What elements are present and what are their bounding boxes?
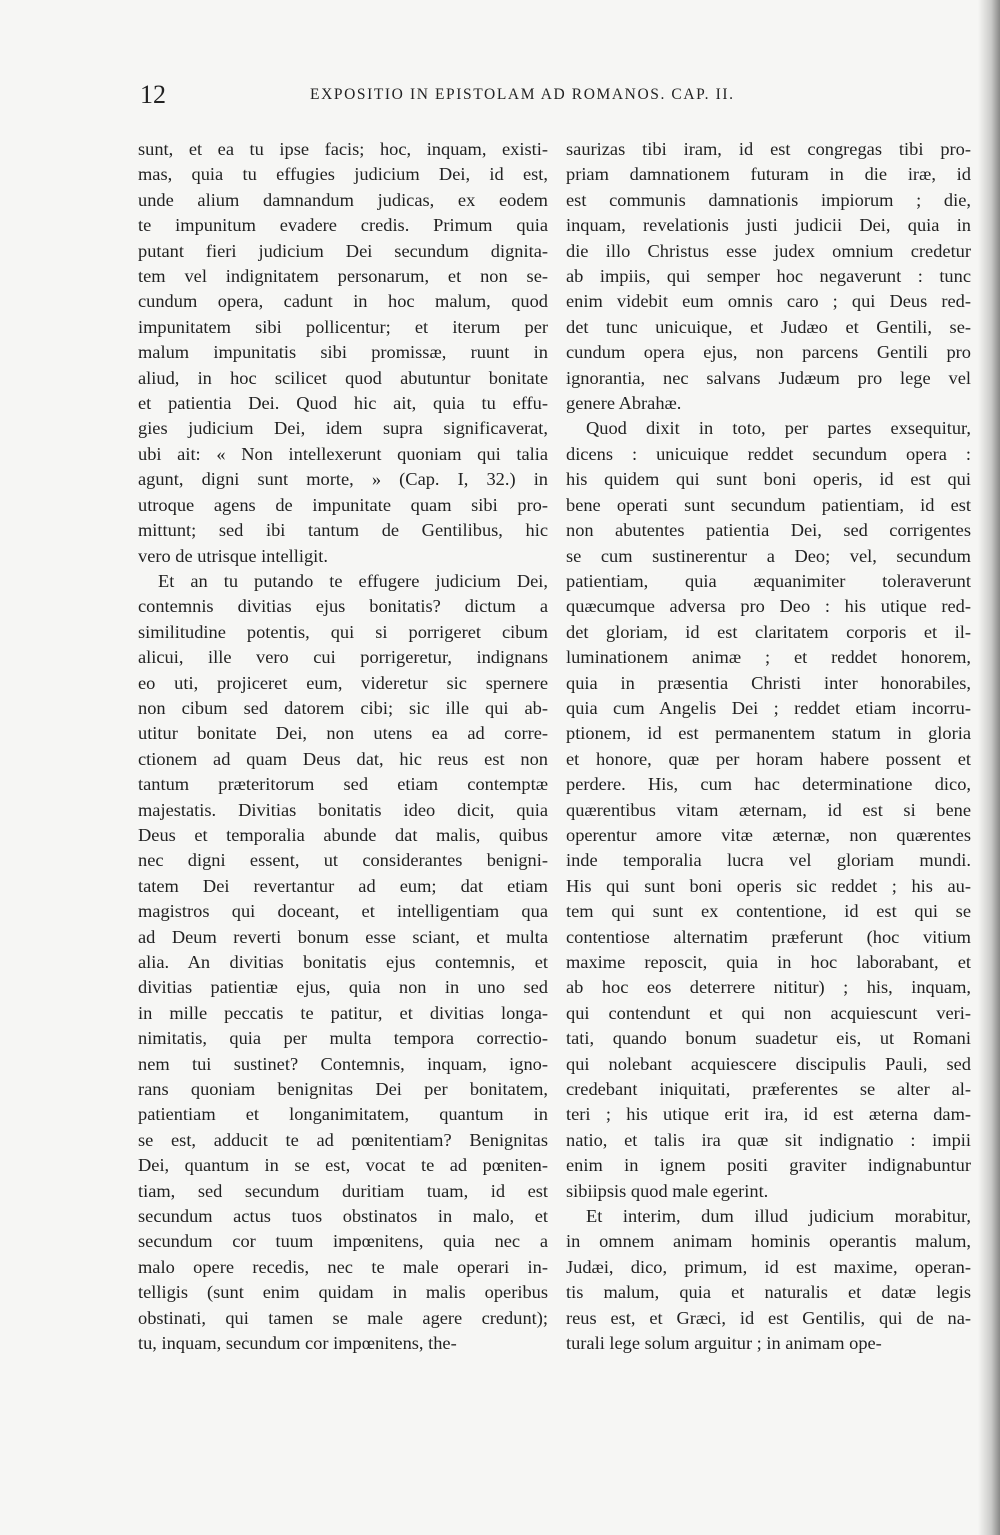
text-line: credebant iniquitati, præferentes se alter al-	[566, 1079, 971, 1100]
text-line: non cibum sed datorem cibi; sic ille qui ab-	[138, 697, 548, 718]
text-line: rans quoniam benignitas Dei per bonitatem,	[138, 1079, 548, 1100]
text-line: utitur bonitate Dei, non utens ea ad corre-	[138, 723, 548, 744]
text-line: unde alium damnandum judicas, ex eodem	[138, 189, 548, 210]
page-gutter-shadow	[978, 0, 1000, 1535]
text-line: ignorantia, nec salvans Judæum pro lege vel	[566, 367, 971, 388]
text-line: non abutentes patientia Dei, sed corrigentes	[566, 520, 971, 541]
text-line: tem qui sunt ex contentione, id est qui se	[566, 901, 971, 922]
text-line: quia cum Angelis Dei ; reddet etiam incorru-	[566, 697, 971, 718]
text-line: luminationem animæ ; et reddet honorem,	[566, 647, 971, 668]
text-line: ubi ait: « Non intellexerunt quoniam qui talia	[138, 443, 548, 464]
text-line: malo opere recedis, nec te male operari in-	[138, 1256, 548, 1277]
text-line: His qui sunt boni operis sic reddet ; his au-	[566, 875, 971, 896]
text-line: turali lege solum arguitur ; in animam ope-	[566, 1333, 882, 1354]
text-line: malum impunitatis sibi promissæ, ruunt in	[138, 342, 548, 363]
text-line: tem vel indignitatem personarum, et non se-	[138, 266, 548, 287]
text-line: eo uti, projiceret eum, videretur sic spernere	[138, 672, 548, 693]
text-line: quia in præsentia Christi inter honorabiles,	[566, 672, 971, 693]
text-line: mas, quia tu effugies judicium Dei, id est,	[138, 164, 548, 185]
text-line: magistros qui doceant, et intelligentiam qua	[138, 901, 548, 922]
text-line: bene operati sunt secundum patientiam, id est	[566, 494, 971, 515]
text-line: contentiose alternatim præferunt (hoc vitium	[566, 926, 971, 947]
text-line: agunt, digni sunt morte, » (Cap. I, 32.) in	[138, 469, 548, 490]
text-line: enim in ignem positi graviter indignabuntur	[566, 1155, 971, 1176]
text-line: tatem Dei revertantur ad eum; dat etiam	[138, 875, 548, 896]
text-line: obstinati, qui tamen se male agere credunt);	[138, 1307, 548, 1328]
text-line: in omnem animam hominis operantis malum,	[566, 1231, 971, 1252]
text-line: divitias patientiæ ejus, quia non in uno sed	[138, 977, 548, 998]
text-line: similitudine potentis, qui si porrigeret cibum	[138, 621, 548, 642]
text-line: alicui, ille vero cui porrigeretur, indignans	[138, 647, 548, 668]
text-line: enim videbit eum omnis caro ; qui Deus red-	[566, 291, 971, 312]
text-line: cundum opera, cadunt in hoc malum, quod	[138, 291, 548, 312]
text-line: priam damnationem futuram in die iræ, id	[566, 164, 971, 185]
text-line: sunt, et ea tu ipse facis; hoc, inquam, existi-	[138, 139, 548, 159]
text-line: tu, inquam, secundum cor impœnitens, the-	[138, 1333, 457, 1354]
text-line: patientiam et longanimitatem, quantum in	[138, 1104, 548, 1125]
text-line: aliud, in hoc scilicet quod abutuntur bonitate	[138, 367, 548, 388]
text-line: qui nolebant acquiescere discipulis Pauli, sed	[566, 1053, 971, 1074]
text-line: nec digni essent, ut considerantes benigni-	[138, 850, 548, 871]
text-line: et patientia Dei. Quod hic ait, quia tu effu-	[138, 393, 548, 414]
text-line: Et interim, dum illud judicium morabitur,	[586, 1206, 971, 1227]
text-line: operentur amore vitæ æternæ, non quærentes	[566, 824, 971, 845]
text-line: die illo Christus esse judex omnium credetur	[566, 240, 971, 261]
text-line: alia. An divitias bonitatis ejus contemnis, et	[138, 952, 548, 972]
text-line: ptionem, id est permanentem statum in gloria	[566, 723, 971, 744]
text-line: his quidem qui sunt boni operis, id est qui	[566, 469, 971, 490]
text-line: contemnis divitias ejus bonitatis? dictum a	[138, 596, 548, 617]
text-line: reus est, et Græci, id est Gentilis, qui de na-	[566, 1307, 971, 1328]
text-line: ab impiis, qui semper hoc negaverunt : tunc	[566, 266, 971, 287]
text-line: quærentibus vitam æternam, id est si bene	[566, 799, 971, 820]
text-line: nimitatis, quia per multa tempora correctio-	[138, 1028, 548, 1049]
text-line: teri ; his utique erit ira, id est æterna dam-	[566, 1104, 971, 1125]
text-line: ab hoc eos deterrere nititur) ; his, inquam,	[566, 977, 971, 998]
text-line: dicens : unicuique reddet secundum opera :	[566, 443, 971, 464]
text-line: tiam, sed secundum duritiam tuam, id est	[138, 1180, 548, 1201]
text-line: impunitatem sibi pollicentur; et iterum per	[138, 316, 548, 337]
text-line: vero de utrisque intelligit.	[138, 545, 328, 566]
text-line: inquam, revelationis justi judicii Dei, quia in	[566, 215, 971, 236]
text-line: Et an tu putando te effugere judicium Dei,	[158, 570, 548, 591]
text-line: et honore, quæ per horam habere possent et	[566, 748, 971, 769]
text-line: genere Abrahæ.	[566, 393, 682, 414]
text-line: majestatis. Divitias bonitatis ideo dicit, quia	[138, 799, 548, 820]
right-text-column	[566, 137, 971, 1357]
text-line: natio, et talis ira quæ sit indignatio : impii	[566, 1129, 971, 1150]
text-line: se est, adducit te ad pœnitentiam? Benignitas	[138, 1129, 548, 1150]
text-line: putant fieri judicium Dei secundum dignita-	[138, 240, 548, 261]
text-line: Dei, quantum in se est, vocat te ad pœniten-	[138, 1155, 548, 1176]
text-line: ad Deum reverti bonum esse sciant, et multa	[138, 926, 548, 947]
text-line: tantum præteritorum sed etiam contemptæ	[138, 774, 548, 795]
text-line: maxime reposcit, quia in hoc laborabant, et	[566, 952, 971, 972]
text-line: telligis (sunt enim quidam in malis operibus	[138, 1282, 548, 1303]
text-line: Judæi, dico, primum, id est maxime, operan-	[566, 1256, 971, 1277]
text-line: sibiipsis quod male egerint.	[566, 1180, 769, 1201]
text-line: perdere. His, cum hac determinatione dico,	[566, 774, 971, 795]
text-line: est communis damnationis impiorum ; die,	[566, 189, 971, 210]
text-line: Deus et temporalia abunde dat malis, quibus	[138, 824, 548, 845]
text-line: utroque agens de impunitate quam sibi pro-	[138, 494, 548, 515]
text-line: Quod dixit in toto, per partes exsequitur,	[586, 418, 971, 439]
text-line: patientiam, quia æquanimiter toleraverunt	[566, 570, 971, 591]
text-line: ctionem ad quam Deus dat, hic reus est non	[138, 748, 548, 769]
text-line: se cum sustinerentur a Deo; vel, secundum	[566, 545, 971, 566]
text-line: inde temporalia lucra vel gloriam mundi.	[566, 850, 971, 871]
text-line: tati, quando bonum suadetur eis, ut Romani	[566, 1028, 971, 1049]
text-line: det tunc unicuique, et Judæo et Gentili, se-	[566, 316, 971, 337]
text-line: in mille peccatis te patitur, et divitias longa-	[138, 1002, 548, 1023]
text-line: nem tui sustinet? Contemnis, inquam, igno-	[138, 1053, 548, 1074]
text-line: qui contendunt et qui non acquiescunt veri-	[566, 1002, 971, 1023]
page-number: 12	[140, 80, 166, 109]
text-line: tis malum, quia et naturalis et datæ legis	[566, 1282, 971, 1303]
text-line: cundum opera ejus, non parcens Gentili pro	[566, 342, 971, 363]
text-line: gies judicium Dei, idem supra significaverat,	[138, 418, 548, 439]
text-line: te impunitum evadere credis. Primum quia	[138, 215, 548, 236]
text-line: det gloriam, id est claritatem corporis et il-	[566, 621, 971, 642]
text-line: saurizas tibi iram, id est congregas tibi pro-	[566, 139, 971, 159]
text-line: secundum cor tuum impœnitens, quia nec a	[138, 1231, 548, 1252]
text-line: mittunt; sed ibi tantum de Gentilibus, hic	[138, 520, 548, 541]
text-line: secundum actus tuos obstinatos in malo, et	[138, 1206, 548, 1227]
left-text-column	[138, 137, 548, 1357]
running-title: EXPOSITIO IN EPISTOLAM AD ROMANOS. CAP. II.	[310, 86, 735, 103]
text-line: quæcumque adversa pro Deo : his utique red-	[566, 596, 971, 617]
